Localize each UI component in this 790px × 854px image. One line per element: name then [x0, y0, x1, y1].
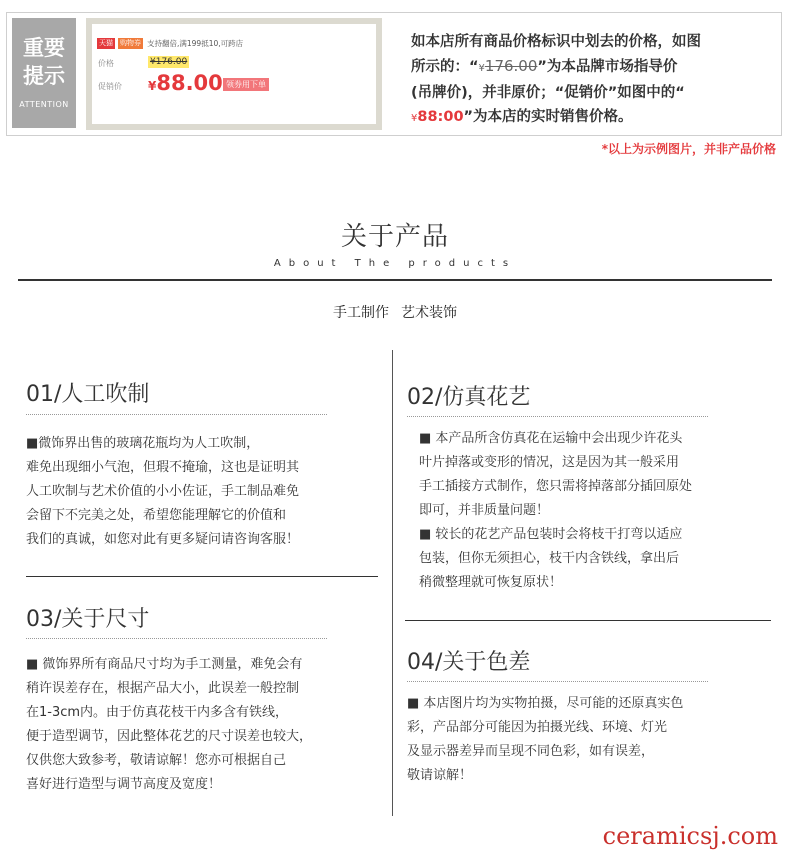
notice-line2-prefix: 所示的：“	[411, 59, 479, 75]
section-01-line: ■微饰界出售的玻璃花瓶均为人工吹制，	[26, 436, 260, 451]
sale-price	[148, 70, 223, 99]
price-label: 价格	[98, 59, 114, 68]
attention-title-line1: 重要	[23, 36, 65, 60]
tmall-tag: 天猫	[99, 39, 113, 47]
notice-line1: 如本店所有商品价格标识中划去的价格，如图	[411, 34, 701, 50]
about-title: 关于产品	[340, 222, 449, 252]
notice-line4-price: 88:00	[417, 109, 464, 125]
section-02-line: 叶片掉落或变形的情况，这是因为其一般采用	[419, 455, 680, 470]
promo-text: 支持翻倍,满199抵10,可跨店	[147, 39, 244, 48]
notice-line4	[411, 105, 781, 131]
section-04-rule	[407, 681, 708, 682]
section-03-line: 喜好进行造型与调节高度及宽度！	[26, 777, 222, 792]
section-04-line: ■ 本店图片均为实物拍摄，尽可能的还原真实色	[407, 696, 684, 711]
section-04-line: 敬请谅解！	[407, 768, 473, 783]
notice-text	[411, 30, 781, 131]
section-02-line: ■ 本产品所含仿真花在运输中会出现少许花头	[419, 431, 683, 446]
notice-sale-price	[411, 109, 464, 125]
section-01-line: 难免出现细小气泡，但瑕不掩瑜，这也是证明其	[26, 460, 300, 475]
section-02-line: 稍微整理就可恢复原状！	[419, 575, 563, 590]
sample-disclaimer: *以上为示例图片，并非产品价格	[601, 142, 776, 156]
section-01-rule	[26, 414, 327, 415]
section-03-title: 03/关于尺寸	[26, 607, 150, 632]
section-01-divider	[26, 576, 378, 577]
promo-price-label: 促销价	[98, 82, 122, 91]
section-04-title: 04/关于色差	[407, 650, 531, 675]
section-02-line: 即可，并非质量问题！	[419, 503, 550, 518]
watermark: ceramicsj.com	[602, 822, 778, 850]
tagline-handmade: 手工制作	[333, 305, 389, 321]
section-03-line: 便于造型调节，因此整体花艺的尺寸误差也较大，	[26, 729, 313, 744]
section-04-line: 彩，产品部分可能因为拍摄光线、环境、灯光	[407, 720, 668, 735]
notice-line2-yen: ¥	[478, 63, 485, 74]
column-divider	[392, 350, 393, 816]
section-02-divider	[405, 620, 771, 621]
notice-strike-price: 176.00	[484, 57, 538, 75]
attention-title-line2: 提示	[23, 64, 65, 88]
section-01-title: 01/人工吹制	[26, 382, 150, 407]
section-02-title: 02/仿真花艺	[407, 385, 531, 410]
section-02-line: 手工插接方式制作，您只需将掉落部分插回原处	[419, 479, 693, 494]
attention-box	[12, 18, 76, 128]
about-subtitle: About The products	[273, 258, 517, 269]
section-02-line: ■ 较长的花艺产品包装时会将枝干打弯以适应	[419, 527, 683, 542]
tagline-decor: 艺术装饰	[401, 305, 457, 321]
title-divider	[18, 279, 772, 281]
sale-currency: ¥	[148, 79, 157, 93]
section-02-rule	[407, 416, 708, 417]
original-price: ¥176.00	[150, 57, 188, 67]
coupon-tag: 购物券	[120, 39, 141, 47]
notice-line2-suffix: ”为本品牌市场指导价	[537, 59, 678, 75]
section-03-line: 仅供您大致参考，敬请谅解！您亦可根据自己	[26, 753, 287, 768]
section-04-body	[407, 692, 777, 788]
sale-price-value: 88.00	[156, 71, 223, 95]
section-03-line: 在1-3cm内。由于仿真花枝干内多含有铁线，	[26, 705, 289, 720]
section-01-line: 人工吹制与艺术价值的小小佐证，手工制品难免	[26, 484, 300, 499]
section-01-body	[26, 432, 386, 552]
attention-subtitle: ATTENTION	[19, 100, 69, 109]
section-03-body	[26, 653, 386, 797]
notice-line3: (吊牌价)，并非原价；“促销价”如图中的“	[411, 85, 685, 101]
notice-line4-suffix: ”为本店的实时销售价格。	[463, 109, 633, 125]
section-03-line: ■ 微饰界所有商品尺寸均为手工测量，难免会有	[26, 657, 303, 672]
section-03-rule	[26, 638, 327, 639]
section-03-line: 稍许误差存在，根据产品大小，此误差一般控制	[26, 681, 300, 696]
tagline	[0, 302, 790, 322]
section-02-line: 包装，但你无须担心，枝干内含铁线，拿出后	[419, 551, 680, 566]
section-04-line: 及显示器差异而呈现不同色彩，如有误差，	[407, 744, 655, 759]
notice-line4-yen: ¥	[411, 113, 418, 124]
notice-line2	[411, 54, 781, 81]
section-02-body	[419, 427, 779, 595]
coupon-button: 领券用下单	[223, 78, 269, 91]
section-01-line: 我们的真诚，如您对此有更多疑问请咨询客服！	[26, 532, 300, 547]
section-01-line: 会留下不完美之处，希望您能理解它的价值和	[26, 508, 287, 523]
